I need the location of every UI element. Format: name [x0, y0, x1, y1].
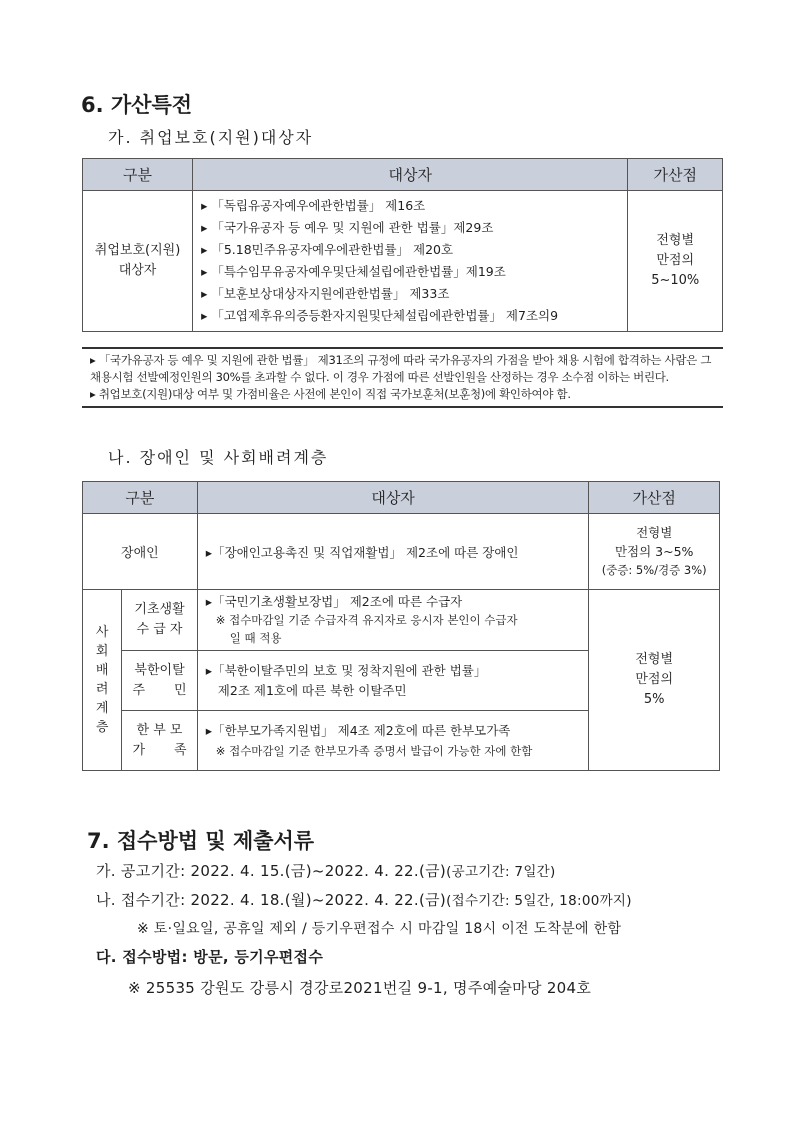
points-disabled: 전형별 만점의 3~5% (중증: 5%/경증 3%)	[589, 514, 720, 590]
row-label-disabled: 장애인	[83, 514, 198, 590]
row-label-basic-livelihood: 기초생활 수 급 자	[122, 590, 198, 651]
row-label-single-parent: 한 부 모 가 족	[122, 711, 198, 771]
row-label-north-korean-defector: 북한이탈 주 민	[122, 651, 198, 711]
content-disabled: ▸「장애인고용촉진 및 직업재활법」 제2조에 따른 장애인	[197, 514, 589, 590]
application-period: 나. 접수기간: 2022. 4. 18.(월)~2022. 4. 22.(금)(접수기간: 5일간, 18:00까지)	[96, 891, 632, 909]
row-label-veterans: 취업보호(지원) 대상자	[83, 191, 193, 332]
submission-address: ※ 25535 강원도 강릉시 경강로2021번길 9-1, 명주예술마당 204호	[128, 979, 592, 997]
header-category: 구분	[83, 159, 193, 191]
law-list	[193, 191, 628, 332]
veterans-notes	[82, 347, 723, 408]
content-single-parent: ▸「한부모가족지원법」 제4조 제2호에 따른 한부모가족 ※ 접수마감일 기준 한부모가족 증명서 발급이 가능한 자에 한함	[197, 711, 589, 771]
veterans-table	[82, 158, 723, 332]
section-6-title: 6. 가산특전	[81, 93, 193, 117]
header-target: 대상자	[193, 159, 628, 191]
social-group-label: 사 회 배 려 계 층	[83, 590, 122, 771]
law-item: ▸ 「고엽제후유의증등환자지원및단체설립에관한법률」 제7조의9	[201, 308, 559, 323]
header-category: 구분	[83, 482, 198, 514]
law-item: ▸ 「독립유공자예우에관한법률」 제16조	[201, 198, 426, 213]
header-target: 대상자	[197, 482, 589, 514]
law-item: ▸ 「국가유공자 등 예우 및 지원에 관한 법률」제29조	[201, 220, 494, 235]
section-7-title: 7. 접수방법 및 제출서류	[87, 829, 315, 853]
note-item: ▸ 취업보호(지원)대상 여부 및 가점비율은 사전에 본인이 직접 국가보훈처(보훈청)에 확인하여야 함.	[90, 387, 571, 401]
law-item: ▸ 「보훈보상대상자지원에관한법률」 제33조	[201, 286, 450, 301]
content-basic-livelihood: ▸「국민기초생활보장법」 제2조에 따른 수급자 ※ 접수마감일 기준 수급자격 유지자로 응시자 본인이 수급자 일 때 적용	[197, 590, 589, 651]
content-north-korean-defector: ▸「북한이탈주민의 보호 및 정착지원에 관한 법률」 제2조 제1호에 따른 북한 이탈주민	[197, 651, 589, 711]
law-item: ▸ 「특수임무유공자예우및단체설립에관한법률」제19조	[201, 264, 506, 279]
subsection-a-title: 가. 취업보호(지원)대상자	[108, 128, 314, 147]
subsection-b-title: 나. 장애인 및 사회배려계층	[108, 448, 329, 467]
header-points: 가산점	[628, 159, 723, 191]
points-social: 전형별 만점의 5%	[589, 590, 720, 771]
note-item: ▸ 「국가유공자 등 예우 및 지원에 관한 법률」 제31조의 규정에 따라 국가유공자의 가점을 받아 채용 시험에 합격하는 사람은 그 채용시험 선발예정인원의 30%를 초과할 수 없다. 이 경우 가점에 따른 선발인원을 산정하는 경우 소수점 이하는 버린다.	[90, 353, 712, 384]
disabled-social-table	[82, 481, 720, 771]
application-method: 다. 접수방법: 방문, 등기우편접수	[96, 948, 324, 966]
law-item: ▸ 「5.18민주유공자예우에관한법률」 제20호	[201, 242, 454, 257]
announcement-period: 가. 공고기간: 2022. 4. 15.(금)~2022. 4. 22.(금)(공고기간: 7일간)	[96, 862, 556, 880]
header-points: 가산점	[589, 482, 720, 514]
period-notice: ※ 토·일요일, 공휴일 제외 / 등기우편접수 시 마감일 18시 이전 도착분에 한함	[137, 921, 622, 937]
points-veterans: 전형별 만점의 5~10%	[628, 191, 723, 332]
